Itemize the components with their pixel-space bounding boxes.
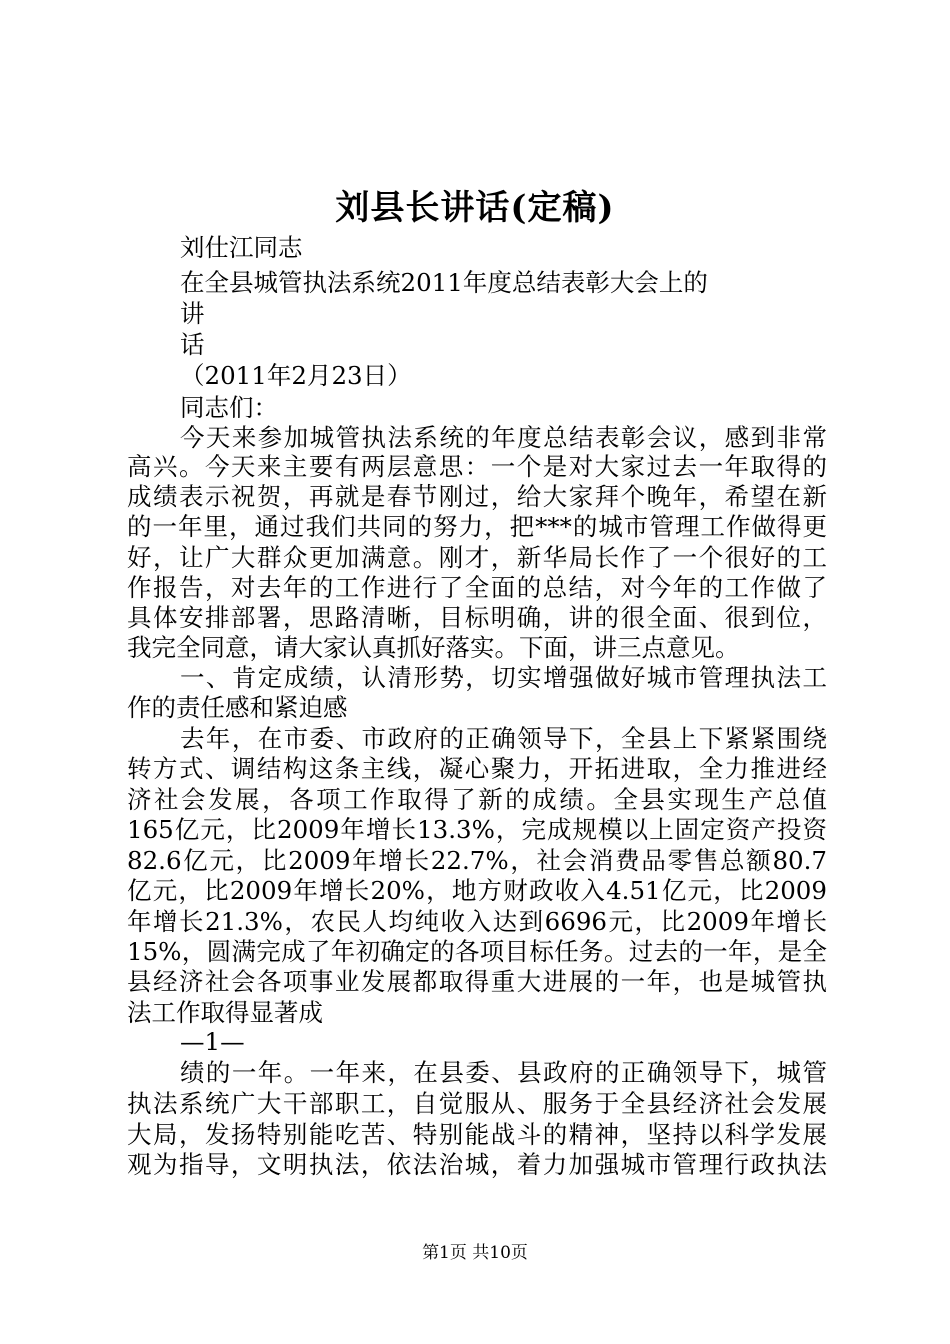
date-line: （2011年2月23日）: [180, 361, 412, 390]
body-line: 年增长21.3%，农民人均纯收入达到6696元，比2009年增长: [127, 907, 827, 936]
section-heading-cont: 作的责任感和紧迫感: [127, 693, 348, 722]
body-line: 165亿元，比2009年增长13.3%，完成规模以上固定资产投资: [127, 815, 827, 844]
body-line: 具体安排部署，思路清晰，目标明确，讲的很全面、很到位，: [127, 603, 827, 632]
body-line: 大局，发扬特别能吃苦、特别能战斗的精神，坚持以科学发展: [127, 1120, 827, 1149]
body-line: 成绩表示祝贺，再就是春节刚过，给大家拜个晚年，希望在新: [127, 482, 827, 511]
body-line: 今天来参加城管执法系统的年度总结表彰会议，感到非常: [180, 423, 827, 452]
body-line: 的一年里，通过我们共同的努力，把***的城市管理工作做得更: [127, 512, 827, 541]
body-line: 高兴。今天来主要有两层意思：一个是对大家过去一年取得的: [127, 452, 827, 481]
body-line: 观为指导，文明执法，依法治城，着力加强城市管理行政执法: [127, 1150, 827, 1179]
body-line: 作报告，对去年的工作进行了全面的总结，对今年的工作做了: [127, 573, 827, 602]
salutation: 同志们：: [180, 393, 278, 422]
author-line: 刘仕江同志: [180, 233, 303, 262]
body-line: 法工作取得显著成: [127, 998, 323, 1027]
body-line: 我完全同意，请大家认真抓好落实。下面，讲三点意见。: [127, 633, 740, 662]
body-line: 转方式、调结构这条主线，凝心聚力，开拓进取，全力推进经: [127, 754, 827, 783]
body-line: 县经济社会各项事业发展都取得重大进展的一年，也是城管执: [127, 967, 827, 996]
page-footer: 第1页 共10页: [422, 1243, 528, 1263]
speech-char-1: 讲: [180, 299, 205, 328]
body-line: 好，让广大群众更加满意。刚才，新华局长作了一个很好的工: [127, 543, 827, 572]
document-title: 刘县长讲话(定稿): [335, 188, 615, 228]
page-number-marker: —1—: [180, 1027, 245, 1056]
body-line: 绩的一年。一年来，在县委、县政府的正确领导下，城管: [180, 1058, 827, 1087]
speech-char-2: 话: [180, 330, 205, 359]
body-line: 82.6亿元，比2009年增长22.7%，社会消费品零售总额80.7: [127, 846, 827, 875]
occasion-line: 在全县城管执法系统2011年度总结表彰大会上的: [180, 268, 708, 297]
section-heading: 一、肯定成绩，认清形势，切实增强做好城市管理执法工: [180, 663, 827, 692]
body-line: 执法系统广大干部职工，自觉服从、服务于全县经济社会发展: [127, 1089, 827, 1118]
body-line: 济社会发展，各项工作取得了新的成绩。全县实现生产总值: [127, 785, 827, 814]
body-line: 15%，圆满完成了年初确定的各项目标任务。过去的一年，是全: [127, 937, 827, 966]
body-line: 亿元，比2009年增长20%，地方财政收入4.51亿元，比2009: [127, 876, 827, 905]
body-line: 去年，在市委、市政府的正确领导下，全县上下紧紧围绕: [180, 724, 827, 753]
